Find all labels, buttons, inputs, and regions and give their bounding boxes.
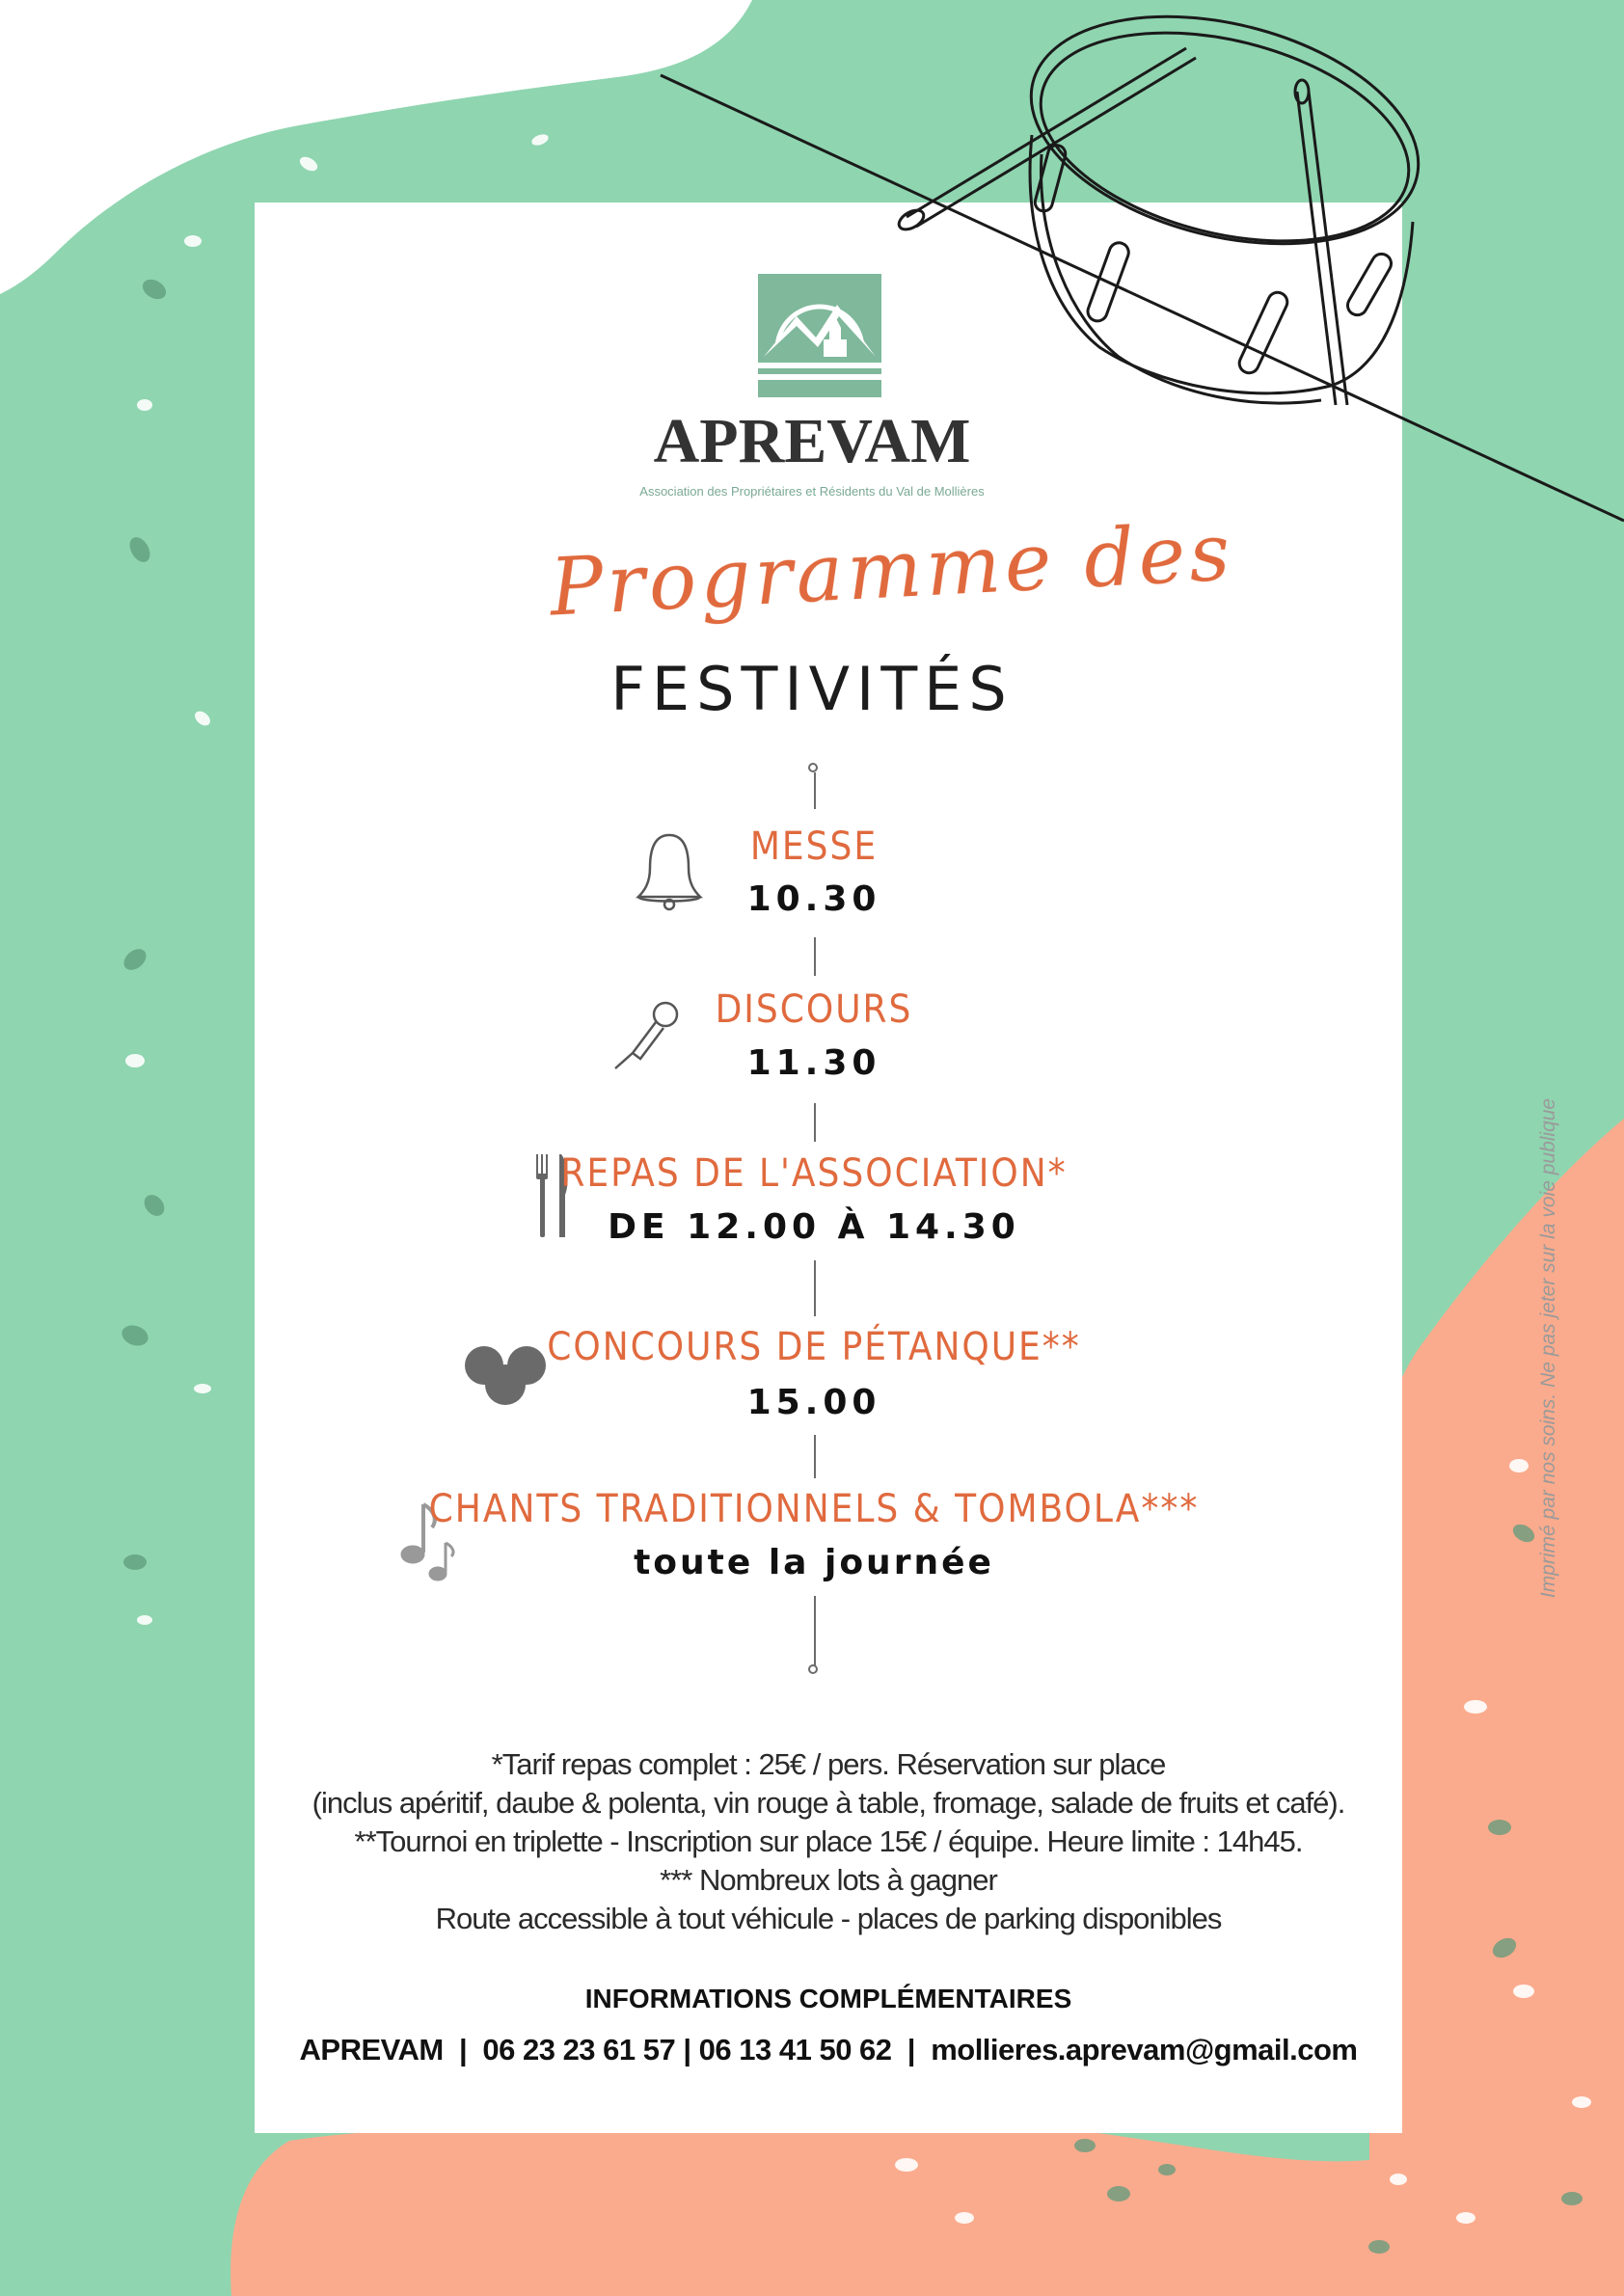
event-time-repas: DE 12.00 À 14.30 — [608, 1207, 1020, 1247]
brand-subtitle: Association des Propriétaires et Résidents du Val de Mollières — [639, 484, 985, 499]
timeline-segment — [814, 937, 816, 976]
footnote-line: *** Nombreux lots à gagner — [660, 1863, 997, 1897]
separator: | — [907, 2033, 915, 2066]
timeline-segment — [814, 772, 816, 809]
event-time-chants: toute la journée — [634, 1543, 994, 1582]
timeline-segment — [814, 1435, 816, 1478]
timeline-end-dot — [808, 1664, 818, 1674]
event-title-petanque: CONCOURS DE PÉTANQUE** — [547, 1325, 1081, 1369]
print-notice: Imprimé par nos soins. Ne pas jeter sur la voie publique — [1537, 1097, 1559, 1599]
contact-org: APREVAM — [299, 2033, 444, 2066]
contact-phone-2[interactable]: 06 13 41 50 62 — [698, 2033, 892, 2066]
event-time-discours: 11.30 — [746, 1043, 881, 1083]
contact-line — [255, 2033, 1402, 2067]
title-script: Programme des — [547, 506, 1236, 635]
contact-phone-1[interactable]: 06 23 23 61 57 — [482, 2033, 676, 2066]
separator: | — [683, 2033, 691, 2066]
timeline-start-dot — [808, 763, 818, 772]
contact-email[interactable]: mollieres.aprevam@gmail.com — [931, 2033, 1358, 2066]
timeline-segment — [814, 1103, 816, 1142]
event-title-chants: CHANTS TRADITIONNELS & TOMBOLA*** — [428, 1487, 1200, 1531]
footnote-line: **Tournoi en triplette - Inscription sur place 15€ / équipe. Heure limite : 14h45. — [354, 1824, 1303, 1858]
info-title: INFORMATIONS COMPLÉMENTAIRES — [584, 1984, 1072, 2013]
timeline-segment — [814, 1260, 816, 1316]
separator: | — [458, 2033, 468, 2066]
event-time-messe: 10.30 — [746, 879, 881, 919]
footnote-line: *Tarif repas complet : 25€ / pers. Réservation sur place — [491, 1747, 1166, 1781]
footnote-line: Route accessible à tout véhicule - places de parking disponibles — [435, 1902, 1222, 1935]
event-title-repas: REPAS DE L'ASSOCIATION* — [560, 1151, 1068, 1196]
footnotes — [255, 1745, 1402, 1938]
brand-name: APREVAM — [653, 406, 971, 476]
aprevam-logo — [758, 274, 881, 397]
event-time-petanque: 15.00 — [746, 1383, 881, 1422]
timeline-segment — [814, 1596, 816, 1668]
footnote-line: (inclus apéritif, daube & polenta, vin rouge à table, fromage, salade de fruits et café). — [311, 1786, 1345, 1820]
event-title-discours: DISCOURS — [715, 987, 913, 1032]
event-title-messe: MESSE — [749, 824, 879, 869]
page-title: FESTIVITÉS — [610, 654, 1014, 724]
